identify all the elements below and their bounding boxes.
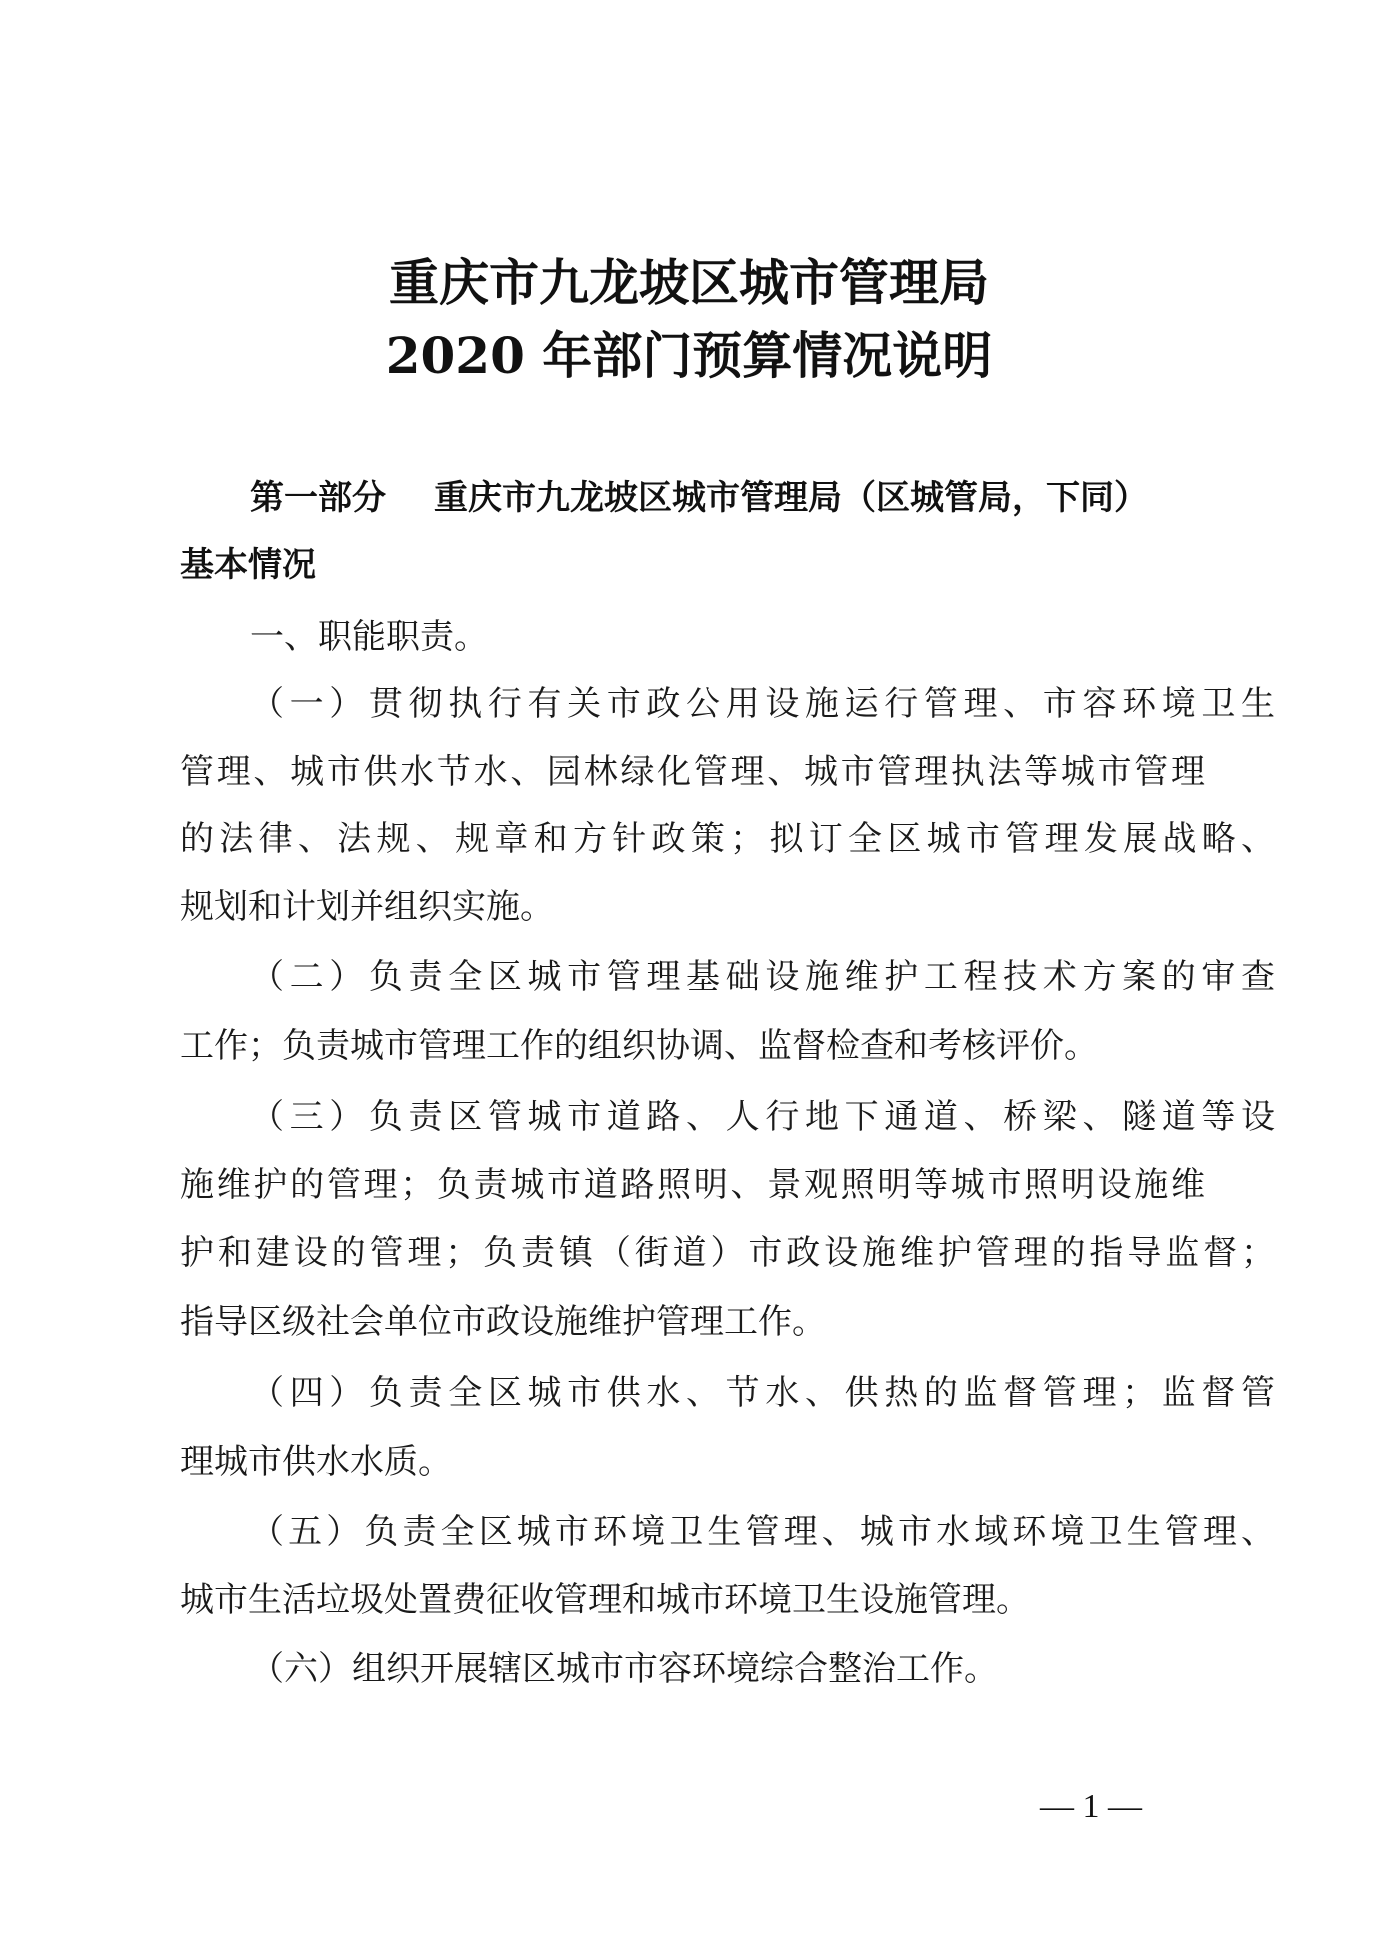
section-heading-text: 重庆市九龙坡区城市管理局（区城管局，下同） bbox=[434, 478, 1148, 518]
body-line: 的法律、法规、规章和方针政策；拟订全区城市管理发展战略、 bbox=[180, 819, 1281, 859]
page-number: — 1 — bbox=[1040, 1788, 1142, 1825]
body-line: 护和建设的管理；负责镇（街道）市政设施维护管理的指导监督； bbox=[180, 1233, 1279, 1273]
body-line: 工作；负责城市管理工作的组织协调、监督检查和考核评价。 bbox=[180, 1026, 1098, 1066]
body-line: （五）负责全区城市环境卫生管理、城市水域环境卫生管理、 bbox=[250, 1512, 1280, 1552]
section-part-label: 第一部分 bbox=[250, 478, 386, 518]
body-line: 一、职能职责。 bbox=[250, 617, 488, 657]
body-line: 规划和计划并组织实施。 bbox=[180, 887, 554, 927]
body-line: 指导区级社会单位市政设施维护管理工作。 bbox=[180, 1302, 826, 1342]
body-line: （一）贯彻执行有关市政公用设施运行管理、市容环境卫生 bbox=[250, 684, 1281, 724]
body-line: 城市生活垃圾处置费征收管理和城市环境卫生设施管理。 bbox=[180, 1580, 1030, 1620]
body-line: （二）负责全区城市管理基础设施维护工程技术方案的审查 bbox=[250, 957, 1281, 997]
section-heading-continuation: 基本情况 bbox=[180, 545, 316, 585]
body-line: 施维护的管理；负责城市道路照明、景观照明等城市照明设施维 bbox=[180, 1165, 1208, 1205]
body-line: （三）负责区管城市道路、人行地下通道、桥梁、隧道等设 bbox=[250, 1097, 1281, 1137]
body-line: 管理、城市供水节水、园林绿化管理、城市管理执法等城市管理 bbox=[180, 752, 1208, 792]
document-title-line2: 2020 年部门预算情况说明 bbox=[385, 326, 993, 385]
body-line: （四）负责全区城市供水、节水、供热的监督管理；监督管 bbox=[250, 1373, 1281, 1413]
document-title-line1: 重庆市九龙坡区城市管理局 bbox=[389, 253, 989, 312]
section-heading bbox=[250, 478, 1148, 518]
body-line: 理城市供水水质。 bbox=[180, 1442, 452, 1482]
body-line: （六）组织开展辖区城市市容环境综合整治工作。 bbox=[250, 1649, 998, 1689]
